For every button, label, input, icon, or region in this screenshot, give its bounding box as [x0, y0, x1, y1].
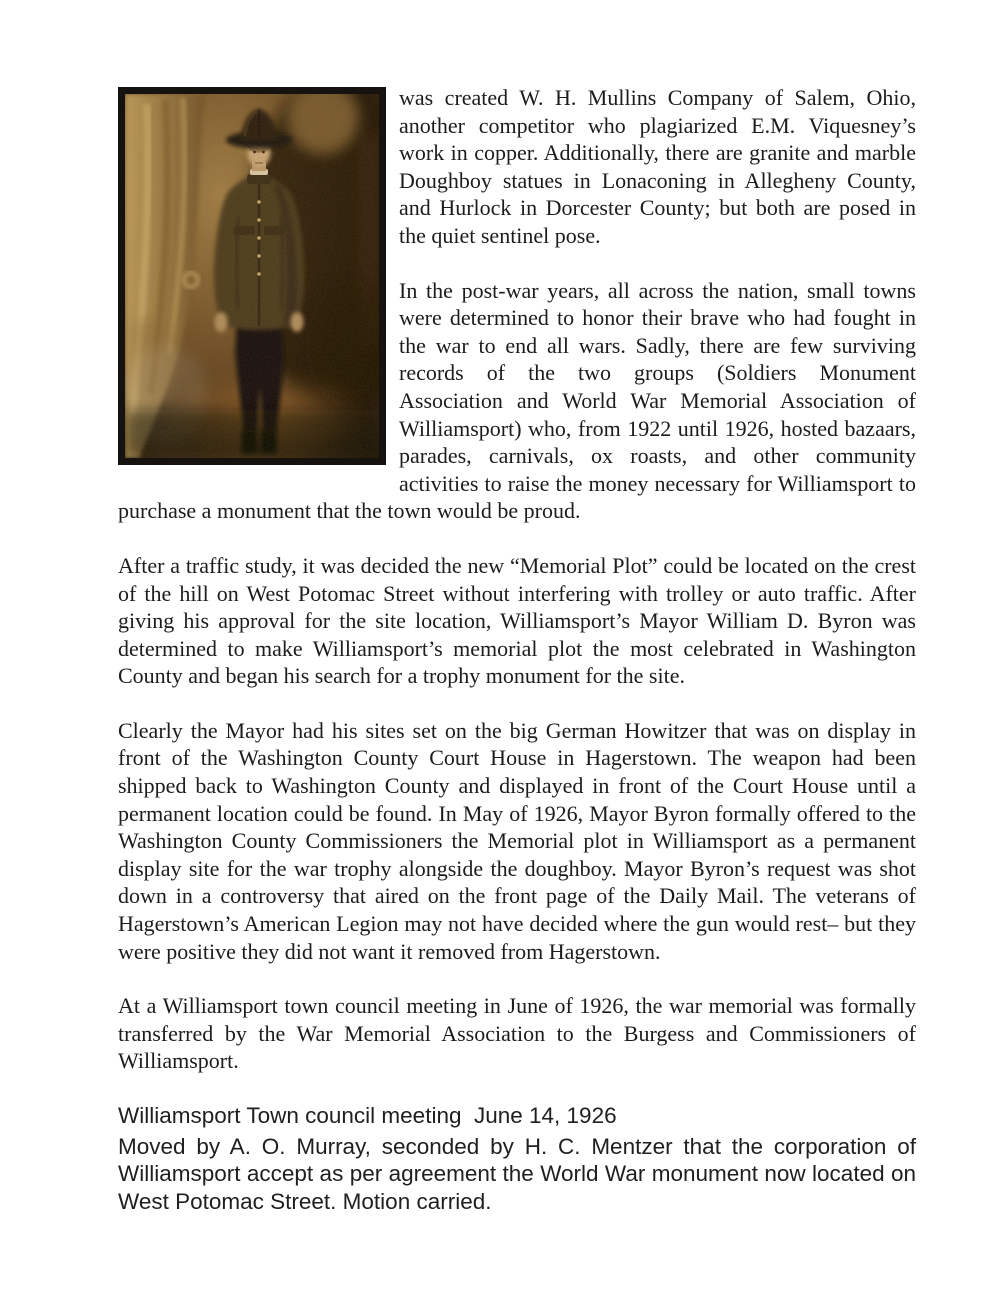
minutes-heading: Williamsport Town council meeting June 14, 1926 — [118, 1103, 617, 1128]
minutes-body: Moved by A. O. Murray, seconded by H. C. Mentzer that the corporation of Williamsport accept as per agreement the World War monument now located on West Potomac Street. Motion carried. — [118, 1133, 916, 1214]
paragraph-traffic-study: After a traffic study, it was decided the new “Memorial Plot” could be located on the crest of the hill on West Potomac Street without interfering with trolley or auto traffic. After giving his approval for the site location, Williamsport’s Mayor William D. Byron was determined to make Williamsport’s memorial plot the most celebrated in Washington County and began his search for a trophy monument for the site. — [118, 552, 916, 689]
page-content — [118, 84, 916, 1215]
paragraph-mullins-company: was created W. H. Mullins Company of Salem, Ohio, another competitor who plagiarized E.M. Viquesney’s work in copper. Additionally, there are granite and marble Doughboy statues in Lonaconing in Allegheny County, and Hurlock in Dorcester County; but both are posed in the quiet sentinel pose. — [399, 85, 916, 248]
photo-grain-overlay — [125, 94, 379, 458]
paragraph-memorial-transfer: At a Williamsport town council meeting in June of 1926, the war memorial was formally transferred by the War Memorial Association to the Burgess and Commissioners of Williamsport. — [118, 993, 916, 1074]
paragraph-post-war-years: In the post-war years, all across the nation, small towns were determined to honor their brave who had fought in the war to end all wars. Sadly, there are few surviving records of the two groups (Soldiers Monument Association and World War Memorial Association of Williamsport) who, from 1922 until 1926, hosted bazaars, parades, carnivals, ox roasts, and other community activities to raise the money necessary for Williamsport to purchase a monument that the town would be proud. — [118, 277, 916, 524]
doughboy-portrait-image — [125, 94, 379, 458]
council-minutes — [118, 1102, 916, 1215]
soldier-photo — [118, 87, 386, 465]
paragraph-german-howitzer: Clearly the Mayor had his sites set on the big German Howitzer that was on display in front of the Washington County Court House in Hagerstown. The weapon had been shipped back to Washington County and displayed in front of the Court House until a permanent location could be found. In May of 1926, Mayor Byron formally offered to the Washington County Commissioners the Memorial plot in Williamsport as a permanent display site for the war trophy alongside the doughboy. Mayor Byron’s request was shot down in a controversy that aired on the front page of the Daily Mail. The veterans of Hagerstown’s American Legion may not have decided where the gun would rest– but they were positive they did not want it removed from Hagerstown. — [118, 717, 916, 964]
